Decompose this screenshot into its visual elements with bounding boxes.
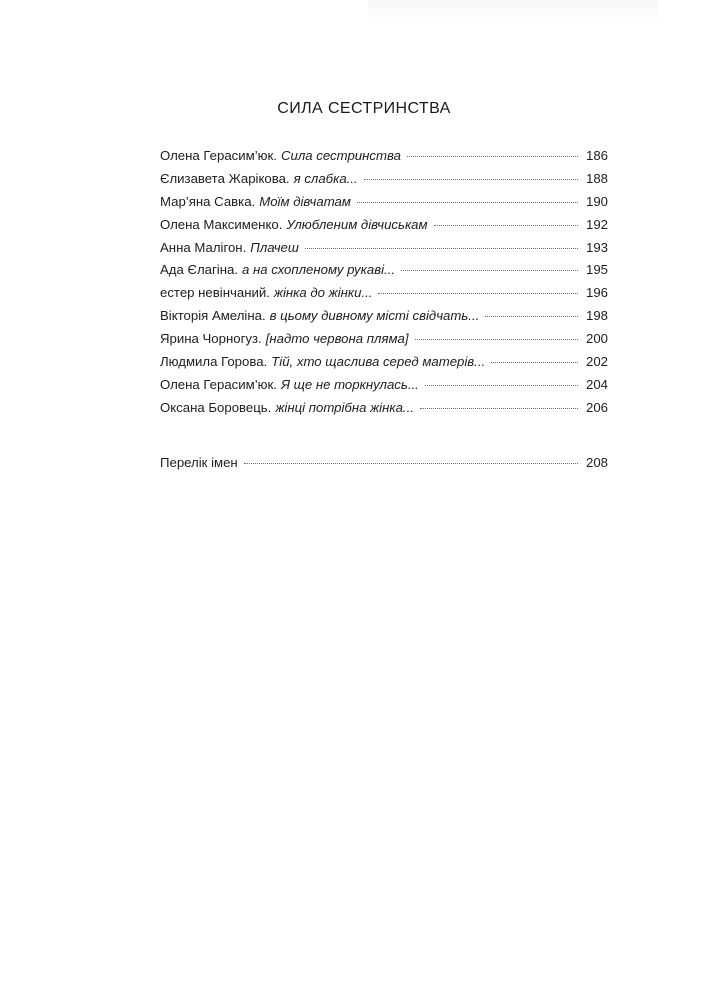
dot-leader — [305, 248, 578, 249]
toc-author: Ада Єлагіна. — [160, 262, 239, 278]
name-index-entry — [160, 452, 608, 475]
toc-entry — [160, 452, 608, 475]
toc-page-number: 208 — [585, 455, 608, 470]
toc-entry — [160, 214, 608, 237]
toc-work-title: Я ще не торкнулась... — [280, 376, 419, 392]
toc-entry — [160, 259, 608, 282]
dot-leader — [491, 362, 578, 363]
toc-work-title: [надто червона пляма] — [265, 331, 409, 347]
toc-work-title: в цьому дивному місті свідчать... — [269, 308, 480, 324]
dot-leader — [244, 463, 578, 464]
toc-work-title: жінка до жінки... — [273, 285, 373, 301]
toc-author: Оксана Боровець. — [160, 399, 272, 415]
toc-entry — [160, 282, 608, 305]
table-of-contents — [160, 145, 608, 420]
toc-entry — [160, 374, 608, 397]
dot-leader — [364, 179, 578, 180]
toc-page-number: 202 — [585, 354, 608, 370]
scan-shadow — [368, 0, 658, 22]
toc-work-title: Улюбленим дівчиськам — [286, 216, 428, 232]
toc-page-number: 188 — [585, 170, 608, 186]
dot-leader — [420, 408, 578, 409]
toc-author: Вікторія Амеліна. — [160, 308, 266, 324]
toc-work-title: а на схопленому рукаві... — [242, 262, 395, 278]
dot-leader — [425, 385, 578, 386]
index-label: Перелік імен — [160, 455, 238, 470]
toc-work-title: Сила сестринства — [280, 148, 401, 163]
toc-entry — [160, 191, 608, 214]
toc-work-title: жінці потрібна жінка... — [275, 399, 414, 415]
toc-entry — [160, 168, 608, 191]
toc-page-number: 193 — [585, 239, 608, 255]
toc-author: Людмила Горова. — [160, 354, 268, 370]
toc-page-number: 186 — [585, 148, 608, 163]
section-title: СИЛА СЕСТРИНСТВА — [277, 100, 451, 117]
toc-author: Єлизавета Жарікова. — [160, 170, 290, 186]
toc-author: Олена Герасим’юк. — [160, 148, 277, 163]
toc-entry — [160, 237, 608, 260]
toc-entry — [160, 328, 608, 351]
toc-entry — [160, 397, 608, 420]
toc-page-number: 195 — [585, 262, 608, 278]
dot-leader — [378, 293, 578, 294]
toc-author: Ярина Чорногуз. — [160, 331, 262, 347]
toc-page-number: 192 — [585, 216, 608, 232]
toc-page-number: 190 — [585, 193, 608, 209]
toc-work-title: Тій, хто щаслива серед матерів... — [271, 354, 486, 370]
dot-leader — [485, 316, 578, 317]
dot-leader — [415, 339, 578, 340]
toc-page-number: 200 — [585, 331, 608, 347]
toc-author: Олена Максименко. — [160, 216, 283, 232]
toc-work-title: Моїм дівчатам — [259, 193, 351, 209]
toc-work-title: Плачеш — [250, 239, 299, 255]
dot-leader — [357, 202, 578, 203]
toc-author: Олена Герасим’юк. — [160, 376, 277, 392]
toc-page-number: 196 — [585, 285, 608, 301]
toc-work-title: я слабка... — [293, 170, 358, 186]
toc-page-number: 204 — [585, 376, 608, 392]
toc-author: естер невінчаний. — [160, 285, 270, 301]
toc-entry — [160, 351, 608, 374]
dot-leader — [434, 225, 578, 226]
toc-entry — [160, 305, 608, 328]
toc-entry — [160, 145, 608, 168]
toc-author: Мар’яна Савка. — [160, 193, 256, 209]
toc-page-number: 206 — [585, 399, 608, 415]
dot-leader — [407, 156, 578, 157]
dot-leader — [401, 270, 578, 271]
toc-page-number: 198 — [585, 308, 608, 324]
toc-author: Анна Малігон. — [160, 239, 247, 255]
